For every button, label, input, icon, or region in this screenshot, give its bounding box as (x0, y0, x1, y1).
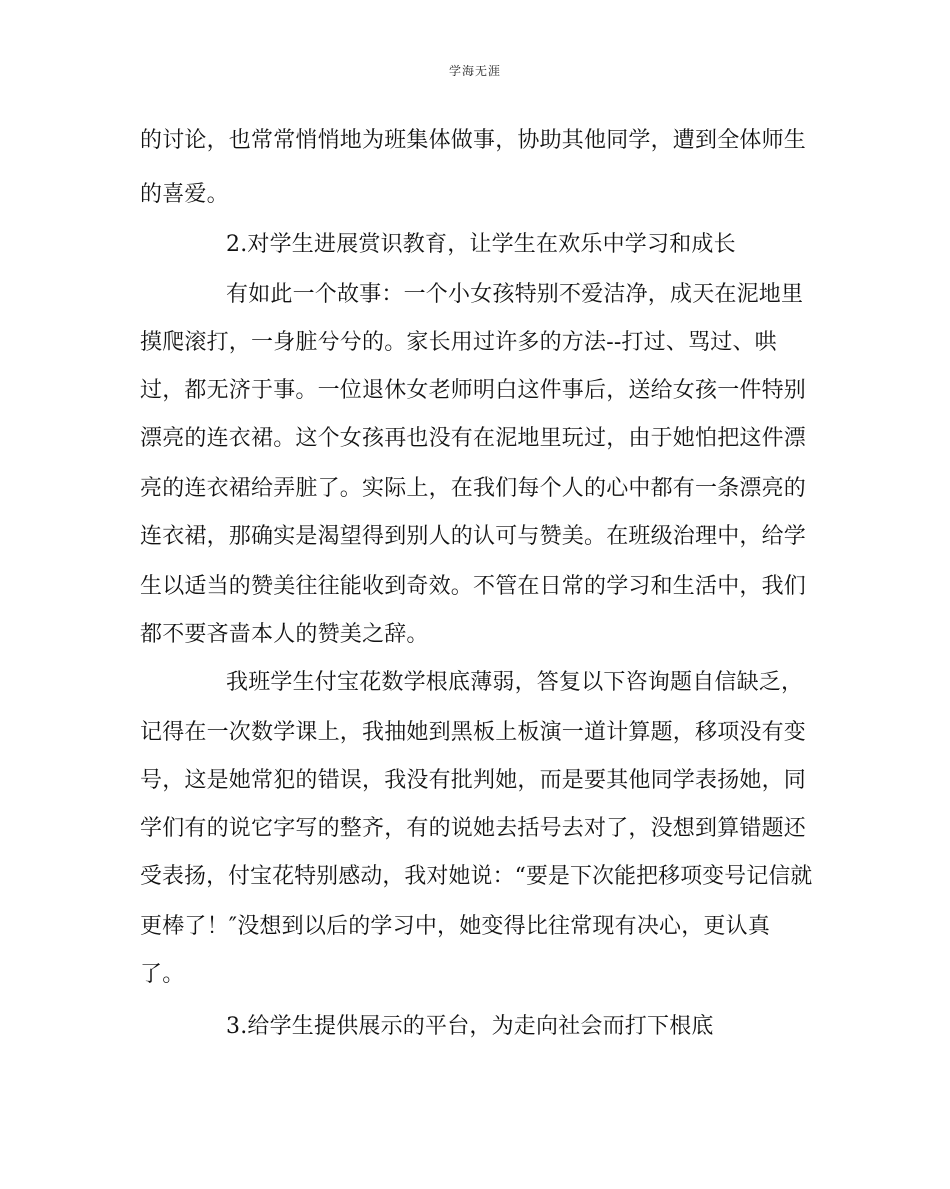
text-line: 我班学生付宝花数学根底薄弱，答复以下咨询题自信缺乏， (226, 670, 804, 695)
text-line: 过，都无济于事。一位退休女老师明白这件事后，送给女孩一件特别 (140, 378, 807, 403)
text-line: 漂亮的连衣裙。这个女孩再也没有在泥地里玩过，由于她怕把这件漂 (140, 426, 807, 451)
text-line: 了。 (140, 962, 185, 987)
text-line: 连衣裙，那确实是渴望得到别人的认可与赞美。在班级治理中，给学 (140, 524, 807, 549)
text-line: 的喜爱。 (140, 182, 229, 207)
text-line: 生以适当的赞美往往能收到奇效。不管在日常的学习和生活中，我们 (140, 574, 807, 599)
text-line: 号，这是她常犯的错误，我没有批判她，而是要其他同学表扬她，同 (140, 768, 807, 793)
text-line: 都不要吝啬本人的赞美之辞。 (140, 622, 429, 647)
page-header: 学海无涯 (448, 64, 501, 78)
text-line: 摸爬滚打，一身脏兮兮的。家长用过许多的方法--打过、骂过、哄 (140, 330, 777, 355)
text-line: 受表扬，付宝花特别感动，我对她说：“要是下次能把移项变号记信就 (140, 864, 813, 889)
section-heading: 3.给学生提供展示的平台，为走向社会而打下根底 (226, 1014, 714, 1039)
text-line: 记得在一次数学课上，我抽她到黑板上板演一道计算题，移项没有变 (140, 720, 807, 745)
text-line: 亮的连衣裙给弄脏了。实际上，在我们每个人的心中都有一条漂亮的 (140, 476, 807, 501)
text-line: 学们有的说它字写的整齐，有的说她去括号去对了，没想到算错题还 (140, 816, 807, 841)
text-line: 的讨论，也常常悄悄地为班集体做事，协助其他同学，遭到全体师生 (140, 128, 807, 153)
text-line: 更棒了！″没想到以后的学习中，她变得比往常现有决心，更认真 (140, 914, 771, 939)
section-heading: 2.对学生进展赏识教育，让学生在欢乐中学习和成长 (226, 232, 736, 257)
text-line: 有如此一个故事：一个小女孩特别不爱洁净，成天在泥地里 (226, 282, 804, 307)
